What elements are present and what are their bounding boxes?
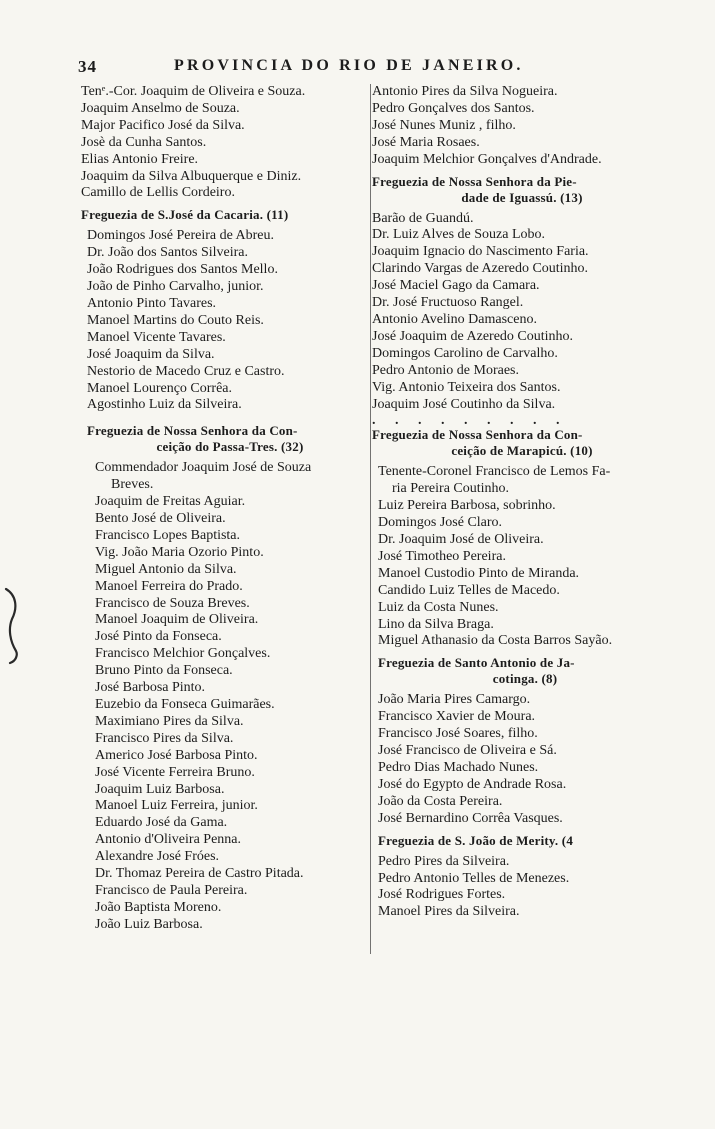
passa-tres-names-list bbox=[81, 460, 373, 933]
list-item: Manoel Vicente Tavares. bbox=[87, 329, 226, 345]
list-item: José Rodrigues Fortes. bbox=[378, 887, 506, 903]
list-item: José do Egypto de Andrade Rosa. bbox=[378, 776, 567, 792]
list-item: Manoel Joaquim de Oliveira. bbox=[95, 612, 259, 628]
list-item: Luiz Pereira Barbosa, sobrinho. bbox=[378, 498, 556, 514]
right-column bbox=[372, 84, 672, 921]
parish-heading-merity: Freguezia de S. João de Merity. (4 bbox=[378, 832, 574, 848]
list-item: Dr. Luiz Alves de Souza Lobo. bbox=[372, 227, 546, 243]
list-item: João da Costa Pereira. bbox=[378, 793, 503, 809]
list-item: Francisco Melchior Gonçalves. bbox=[95, 646, 271, 662]
left-column bbox=[81, 84, 373, 934]
margin-bracket-mark bbox=[2, 585, 24, 665]
heading-line: Freguezia de Santo Antonio de Ja- bbox=[378, 655, 575, 671]
heading-line: Freguezia de Nossa Senhora da Pie- bbox=[372, 173, 577, 189]
heading-line: ceição do Passa-Tres. (32) bbox=[156, 439, 304, 455]
list-item: Manoel Custodio Pinto de Miranda. bbox=[378, 565, 580, 581]
list-item: José Timotheo Pereira. bbox=[378, 548, 506, 564]
list-item: Luiz da Costa Nunes. bbox=[378, 599, 499, 615]
iguassu-names-list bbox=[372, 211, 672, 414]
list-item: Vig. João Maria Ozorio Pinto. bbox=[95, 544, 264, 560]
list-item: Nestorio de Macedo Cruz e Castro. bbox=[87, 363, 285, 379]
list-item: Tenente-Coronel Francisco de Lemos Fa- bbox=[378, 464, 611, 480]
list-item: João Maria Pires Camargo. bbox=[378, 692, 531, 708]
list-item: Domingos José Pereira de Abreu. bbox=[87, 228, 275, 244]
list-item: Domingos Carolino de Carvalho. bbox=[372, 345, 558, 361]
list-item: Francisco José Soares, filho. bbox=[378, 726, 538, 742]
marapicu-names-list bbox=[372, 464, 672, 650]
list-item: José Bernardino Corrêa Vasques. bbox=[378, 810, 563, 826]
list-item: José Francisco de Oliveira e Sá. bbox=[378, 743, 557, 759]
heading-line: dade de Iguassú. (13) bbox=[461, 189, 583, 205]
page-header bbox=[78, 55, 560, 81]
list-item: Joaquim Ignacio do Nascimento Faria. bbox=[372, 244, 589, 260]
list-item: Antonio Avelino Damasceno. bbox=[372, 311, 537, 327]
list-item: José Nunes Muniz , filho. bbox=[372, 117, 516, 133]
list-item: João Rodrigues dos Santos Mello. bbox=[87, 262, 278, 278]
list-item: Pedro Antonio Telles de Menezes. bbox=[378, 870, 570, 886]
list-item: José Maria Rosaes. bbox=[372, 134, 480, 150]
list-item: Lino da Silva Braga. bbox=[378, 616, 494, 632]
parish-heading-marapicu bbox=[372, 427, 672, 459]
list-item: Pedro Dias Machado Nunes. bbox=[378, 760, 539, 775]
list-item: Pedro Pires da Silveira. bbox=[378, 853, 510, 869]
list-item: Candido Luiz Telles de Macedo. bbox=[378, 582, 560, 598]
list-item: Josè da Cunha Santos. bbox=[81, 134, 207, 150]
list-item: Manoel Pires da Silveira. bbox=[378, 904, 520, 920]
list-item: Eduardo José da Gama. bbox=[95, 815, 228, 831]
list-item: José Barbosa Pinto. bbox=[95, 680, 206, 696]
list-item: Manoel Martins do Couto Reis. bbox=[87, 312, 264, 328]
list-item: Joaquim José Coutinho da Silva. bbox=[372, 396, 556, 412]
list-item: José Joaquim da Silva. bbox=[87, 346, 215, 362]
parish-heading-passa-tres bbox=[81, 423, 373, 455]
list-item: Breves. bbox=[111, 477, 154, 493]
heading-line: Freguezia de Nossa Senhora da Con- bbox=[372, 427, 583, 443]
list-item: Dr. José Fructuoso Rangel. bbox=[372, 295, 524, 311]
list-item: Agostinho Luiz da Silveira. bbox=[87, 397, 242, 413]
list-item: José Vicente Ferreira Bruno. bbox=[95, 764, 255, 780]
list-item: Manoel Ferreira do Prado. bbox=[95, 578, 243, 594]
parish-heading-cacaria: Freguezia de S.José da Cacaria. (11) bbox=[81, 207, 289, 223]
list-item: João Luiz Barbosa. bbox=[95, 916, 203, 932]
list-item: Maximiano Pires da Silva. bbox=[95, 713, 244, 729]
list-item: Elias Antonio Freire. bbox=[81, 151, 199, 167]
list-item: Pedro Antonio de Moraes. bbox=[372, 362, 519, 378]
list-item: Francisco de Paula Pereira. bbox=[95, 882, 248, 898]
list-item: Bruno Pinto da Fonseca. bbox=[95, 663, 233, 679]
list-item: Antonio Pinto Tavares. bbox=[87, 295, 217, 311]
merity-names-list bbox=[372, 854, 672, 922]
list-item: Joaquim da Silva Albuquerque e Diniz. bbox=[81, 168, 302, 184]
list-item: Commendador Joaquim José de Souza bbox=[95, 460, 312, 476]
list-item: Francisco Xavier de Moura. bbox=[378, 709, 536, 725]
list-item: Clarindo Vargas de Azeredo Coutinho. bbox=[372, 261, 589, 277]
list-item: Manoel Lourenço Corrêa. bbox=[87, 380, 232, 396]
parish-heading-jacotinga bbox=[372, 655, 672, 687]
cacaria-names-list bbox=[81, 228, 373, 414]
list-item: Camillo de Lellis Cordeiro. bbox=[81, 185, 235, 201]
list-item: Joaquim Melchior Gonçalves d'Andrade. bbox=[372, 151, 602, 167]
list-item: Americo José Barbosa Pinto. bbox=[95, 747, 258, 763]
intro-names-list bbox=[81, 84, 373, 202]
list-item: Domingos José Claro. bbox=[378, 515, 503, 531]
list-item: Alexandre José Fróes. bbox=[95, 849, 220, 865]
list-item: Pedro Gonçalves dos Santos. bbox=[372, 100, 535, 116]
parish-heading-iguassu bbox=[372, 174, 672, 206]
page-number: 34 bbox=[78, 57, 97, 76]
list-item: Antonio d'Oliveira Penna. bbox=[95, 832, 241, 848]
heading-line: Freguezia de Nossa Senhora da Con- bbox=[87, 423, 298, 439]
list-item: Vig. Antonio Teixeira dos Santos. bbox=[372, 379, 561, 395]
list-item: Dr. Joaquim José de Oliveira. bbox=[378, 532, 544, 548]
list-item: ria Pereira Coutinho. bbox=[392, 481, 510, 497]
list-item: João Baptista Moreno. bbox=[95, 899, 222, 915]
list-item: Major Pacifico José da Silva. bbox=[81, 117, 245, 133]
list-item: José Joaquim de Azeredo Coutinho. bbox=[372, 328, 574, 344]
list-item: Barão de Guandú. bbox=[372, 210, 474, 226]
heading-line: cotinga. (8) bbox=[492, 671, 558, 687]
jacotinga-names-list bbox=[372, 692, 672, 827]
list-item: Francisco de Souza Breves. bbox=[95, 595, 250, 611]
list-item: José Pinto da Fonseca. bbox=[95, 629, 222, 645]
ellipsis-separator: . . . . . . . . . bbox=[372, 413, 568, 429]
bracket-icon bbox=[2, 585, 24, 665]
right-intro-names-list bbox=[372, 84, 672, 169]
list-item: Dr. Thomaz Pereira de Castro Pitada. bbox=[95, 866, 304, 882]
list-item: José Maciel Gago da Camara. bbox=[372, 278, 540, 294]
heading-line: ceição de Marapicú. (10) bbox=[451, 443, 593, 459]
list-item: Joaquim Anselmo de Souza. bbox=[81, 100, 240, 116]
page-title: PROVINCIA DO RIO DE JANEIRO. bbox=[174, 57, 524, 74]
list-item: Euzebio da Fonseca Guimarães. bbox=[95, 697, 275, 712]
list-item: Manoel Luiz Ferreira, junior. bbox=[95, 798, 258, 814]
list-item: Joaquim de Freitas Aguiar. bbox=[95, 494, 246, 510]
list-item: Francisco Pires da Silva. bbox=[95, 730, 234, 746]
list-item: Miguel Athanasio da Costa Barros Sayão. bbox=[378, 633, 613, 649]
list-item: Joaquim Luiz Barbosa. bbox=[95, 781, 225, 797]
list-item: Antonio Pires da Silva Nogueira. bbox=[372, 84, 558, 99]
list-item: João de Pinho Carvalho, junior. bbox=[87, 279, 264, 295]
list-item: Francisco Lopes Baptista. bbox=[95, 527, 241, 543]
list-item: Tenᵉ.-Cor. Joaquim de Oliveira e Souza. bbox=[81, 84, 306, 99]
list-item: Bento José de Oliveira. bbox=[95, 511, 226, 527]
list-item: Dr. João dos Santos Silveira. bbox=[87, 245, 248, 261]
list-item: Miguel Antonio da Silva. bbox=[95, 561, 237, 577]
